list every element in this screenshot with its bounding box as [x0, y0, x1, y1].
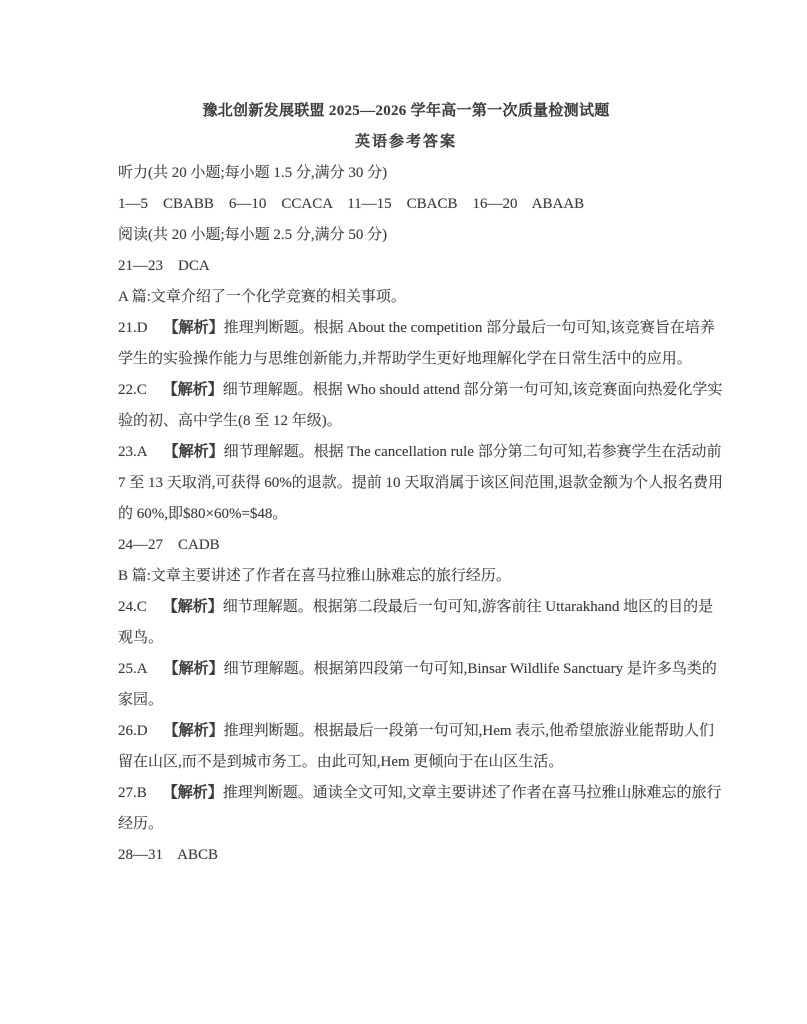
question-number-27: 27.B [118, 785, 147, 801]
listening-answer-key: 1—5 CBABB 6—10 CCACA 11—15 CBACB 16—20 ABAAB [118, 196, 585, 212]
explanation-22-line1 [118, 375, 723, 406]
explanation-22-line2: 验的初、高中学生(8 至 12 年级)。 [118, 413, 342, 429]
reading-section-heading: 阅读(共 20 小题;每小题 2.5 分,满分 50 分) [118, 227, 388, 243]
explanation-24-text: 细节理解题。根据第二段最后一句可知,游客前往 Uttarakhand 地区的目的是 [222, 599, 714, 615]
explanation-27-text: 推理判断题。通读全文可知,文章主要讲述了作者在喜马拉雅山脉难忘的旅行 [222, 785, 722, 801]
explanation-21-text: 推理判断题。根据 About the competition 部分最后一句可知,该竞赛旨在培养 [223, 320, 715, 336]
question-number-21: 21.D [118, 320, 148, 336]
listening-section-heading: 听力(共 20 小题;每小题 1.5 分,满分 30 分) [118, 165, 388, 181]
question-number-22: 22.C [118, 382, 147, 398]
question-number-23: 23.A [118, 444, 148, 460]
analysis-marker-26: 【解析】 [163, 723, 224, 739]
answers-21-23: 21—23 DCA [118, 258, 210, 274]
passage-a-summary: A 篇:文章介绍了一个化学竞赛的相关事项。 [118, 289, 406, 305]
question-number-25: 25.A [118, 661, 148, 677]
explanation-27-line2: 经历。 [118, 816, 164, 832]
analysis-marker-22: 【解析】 [162, 382, 223, 398]
explanation-24-line2: 观鸟。 [118, 630, 164, 646]
explanation-25-line1 [118, 654, 717, 685]
passage-b-summary: B 篇:文章主要讲述了作者在喜马拉雅山脉难忘的旅行经历。 [118, 568, 511, 584]
analysis-marker-23: 【解析】 [163, 444, 224, 460]
explanation-22-text: 细节理解题。根据 Who should attend 部分第一句可知,该竞赛面向热爱化学实 [222, 382, 723, 398]
analysis-marker-21: 【解析】 [163, 320, 224, 336]
question-number-26: 26.D [118, 723, 148, 739]
answers-28-31: 28—31 ABCB [118, 847, 219, 863]
document-subtitle: 英语参考答案 [354, 134, 457, 150]
analysis-marker-24: 【解析】 [162, 599, 223, 615]
explanation-23-line3: 的 60%,即$80×60%=$48。 [118, 506, 288, 522]
explanation-26-line1 [118, 716, 715, 747]
explanation-23-line1 [118, 437, 722, 468]
explanation-23-text: 细节理解题。根据 The cancellation rule 部分第二句可知,若参赛学生在活动前 [223, 444, 722, 460]
explanation-26-text: 推理判断题。根据最后一段第一句可知,Hem 表示,他希望旅游业能帮助人们 [223, 723, 715, 739]
analysis-marker-27: 【解析】 [162, 785, 223, 801]
document-title: 豫北创新发展联盟 2025—2026 学年高一第一次质量检测试题 [202, 103, 610, 119]
explanation-25-text: 细节理解题。根据第四段第一句可知,Binsar Wildlife Sanctuary 是许多鸟类的 [223, 661, 717, 677]
explanation-26-line2: 留在山区,而不是到城市务工。由此可知,Hem 更倾向于在山区生活。 [118, 754, 564, 770]
document-text-block [118, 96, 723, 871]
explanation-24-line1 [118, 592, 714, 623]
explanation-25-line2: 家园。 [118, 692, 164, 708]
explanation-21-line1 [118, 313, 715, 344]
explanation-23-line2: 7 至 13 天取消,可获得 60%的退款。提前 10 天取消属于该区间范围,退款金额为个人报名费用 [118, 475, 723, 491]
answers-24-27: 24—27 CADB [118, 537, 220, 553]
analysis-marker-25: 【解析】 [163, 661, 224, 677]
explanation-21-line2: 学生的实验操作能力与思维创新能力,并帮助学生更好地理解化学在日常生活中的应用。 [118, 351, 692, 367]
explanation-27-line1 [118, 778, 722, 809]
question-number-24: 24.C [118, 599, 147, 615]
